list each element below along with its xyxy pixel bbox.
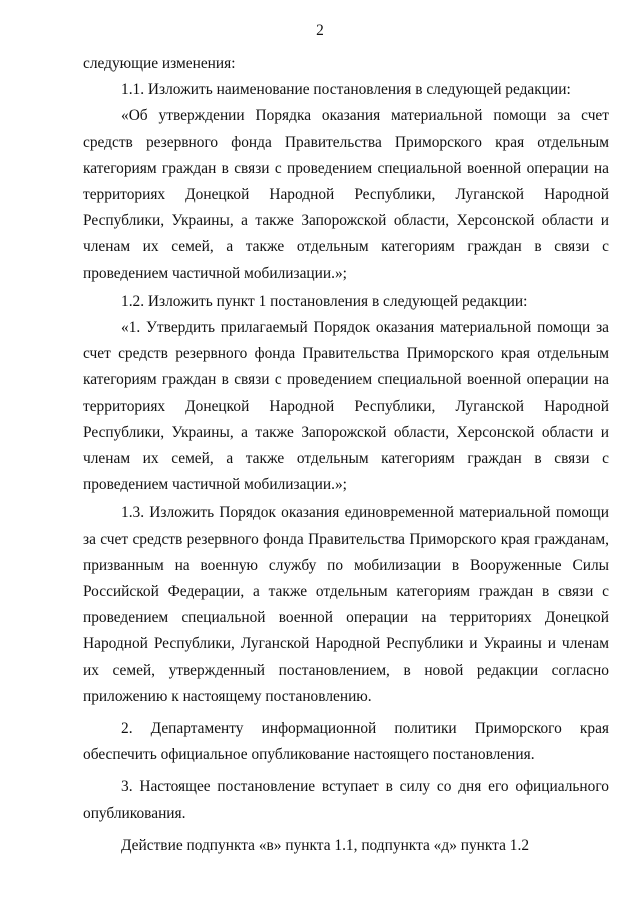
paragraph-2: 2. Департаменту информационной политики Приморского края обеспечить официальное опубликование настоящего постановления. (83, 720, 609, 764)
paragraph-1-1: 1.1. Изложить наименование постановления в следующей редакции: (121, 81, 571, 99)
paragraph-intro: следующие изменения: (83, 55, 236, 72)
page-number: 2 (316, 22, 324, 39)
paragraph-1-2: 1.2. Изложить пункт 1 постановления в следующей редакции: (121, 292, 528, 310)
paragraph-1-1-quote: «Об утверждении Порядка оказания материальной помощи за счет средств резервного фонда Правительства Приморского края отдельным категориям граждан в связи с проведением специальной военной операции на территориях Донецкой Народной Республики, Луганской Народной Республики, Украины, а также Запорожской области, Херсонской области и членам их семей, а также отдельным категориям граждан в связи с проведением частичной мобилизации.»; (83, 107, 609, 282)
paragraph-3: 3. Настоящее постановление вступает в силу со дня его официального опубликования. (83, 778, 609, 822)
paragraph-1-2-quote: «1. Утвердить прилагаемый Порядок оказания материальной помощи за счет средств резервного фонда Правительства Приморского края отдельным категориям граждан в связи с проведением специальной военной операции на территориях Донецкой Народной Республики, Луганской Народной Республики, Украины, а также Запорожской области, Херсонской области и членам их семей, а также отдельным категориям граждан в связи с проведением частичной мобилизации.»; (83, 319, 609, 494)
document-body (83, 51, 609, 859)
paragraph-1-3: 1.3. Изложить Порядок оказания единовременной материальной помощи за счет средств резервного фонда Правительства Приморского края гражданам, призванным на военную службу по мобилизации в Вооруженные Силы Российской Федерации, а также отдельным категориям граждан в связи с проведением специальной военной операции на территориях Донецкой Народной Республики, Луганской Народной Республики и Украины и членам их семей, утвержденный постановлением, в новой редакции согласно приложению к настоящему постановлению. (83, 504, 609, 705)
paragraph-effect: Действие подпункта «в» пункта 1.1, подпункта «д» пункта 1.2 (121, 836, 530, 854)
